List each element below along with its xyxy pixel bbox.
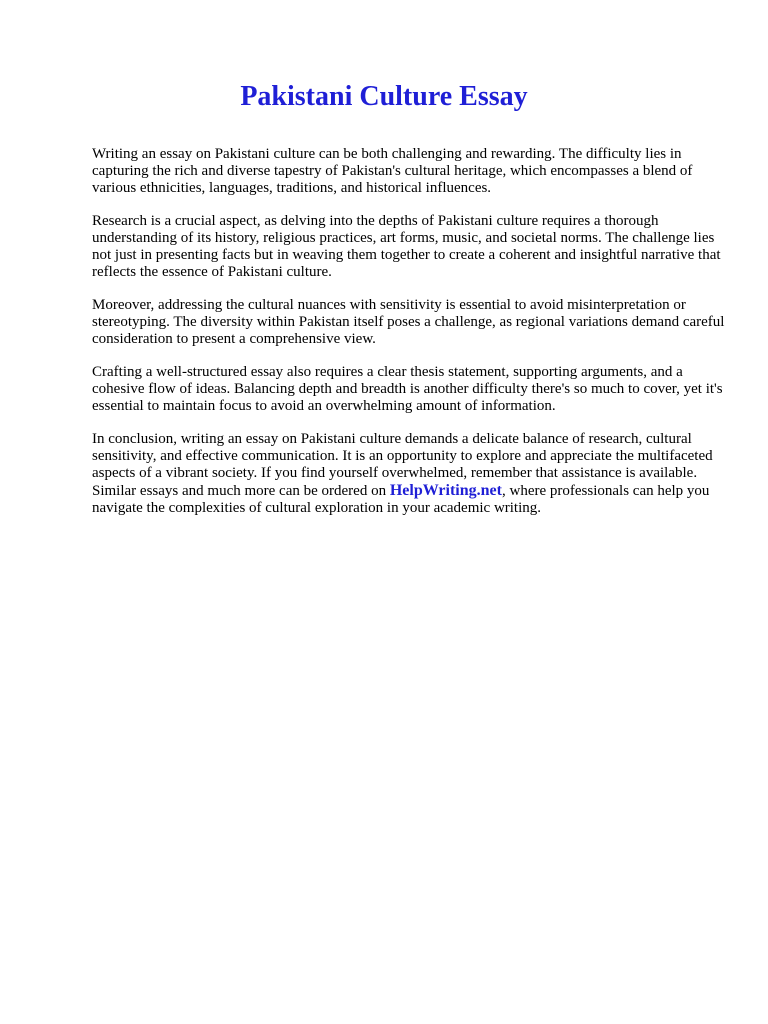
conclusion-text-end: , where professionals can help you navigate the complexities of cultural exploration in your academic writing.	[92, 483, 710, 516]
paragraph-intro: Writing an essay on Pakistani culture can be both challenging and rewarding. The difficulty lies in capturing the rich and diverse tapestry of Pakistan's cultural heritage, which encompasses a blend of various ethnicities, languages, traditions, and historical influences.	[92, 146, 693, 196]
paragraph-research: Research is a crucial aspect, as delving into the depths of Pakistani culture requires a thorough understanding of its history, religious practices, art forms, music, and societal norms. The challenge lies not just in presenting facts but in weaving them together to create a coherent and insightful narrative that reflects the essence of Pakistani culture.	[92, 213, 721, 280]
conclusion-text-start: In conclusion, writing an essay on Pakistani culture demands a delicate balance of research, cultural sensitivity, and effective communication. It is an opportunity to explore and appreciate the multifaceted aspects of a vibrant society. If you find yourself overwhelmed, remember that assistance is available. Similar essays and much more can be ordered on	[92, 431, 713, 499]
helpwriting-link[interactable]: HelpWriting.net	[389, 482, 502, 499]
essay-body	[92, 146, 732, 533]
paragraph-sensitivity: Moreover, addressing the cultural nuances with sensitivity is essential to avoid misinterpretation or stereotyping. The diversity within Pakistan itself poses a challenge, as regional variations demand careful consideration to present a comprehensive view.	[92, 297, 725, 347]
paragraph-structure: Crafting a well-structured essay also requires a clear thesis statement, supporting arguments, and a cohesive flow of ideas. Balancing depth and breadth is another difficulty there's so much to cover, yet it's essential to maintain focus to avoid an overwhelming amount of information.	[92, 364, 723, 414]
paragraph-conclusion	[92, 431, 732, 517]
page-title: Pakistani Culture Essay	[240, 81, 528, 112]
